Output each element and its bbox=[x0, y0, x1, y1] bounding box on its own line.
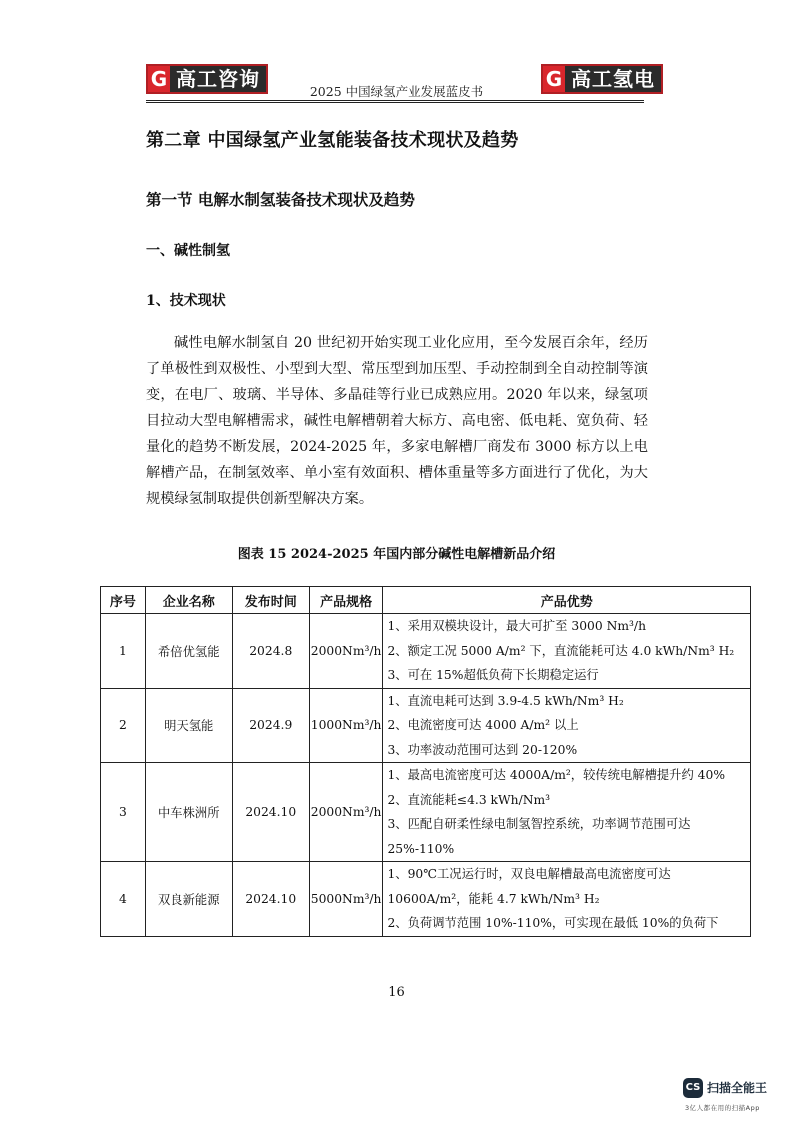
body-text bbox=[146, 330, 648, 512]
cell-company: 希倍优氢能 bbox=[145, 614, 232, 689]
table-row bbox=[101, 763, 751, 862]
cell-spec: 1000Nm³/h bbox=[309, 688, 383, 763]
cell-spec: 5000Nm³/h bbox=[309, 862, 383, 937]
advantage-line: 2、负荷调节范围 10%-110%，可实现在最低 10%的负荷下 bbox=[387, 916, 719, 930]
product-table bbox=[100, 586, 751, 937]
cell-date: 2024.10 bbox=[232, 763, 309, 862]
page-number: 16 bbox=[388, 985, 405, 1000]
advantage-line: 2、额定工况 5000 A/m² 下，直流能耗可达 4.0 kWh/Nm³ H₂ bbox=[387, 643, 735, 658]
table-row bbox=[101, 688, 751, 763]
col-header-spec: 产品规格 bbox=[309, 587, 383, 614]
col-header-advantages: 产品优势 bbox=[383, 587, 751, 614]
advantage-line: 2、电流密度可达 4000 A/m² 以上 bbox=[387, 718, 579, 732]
logo-g-mark: G bbox=[148, 66, 170, 92]
table-row bbox=[101, 862, 751, 937]
advantage-line: 3、匹配自研柔性绿电制氢智控系统，功率调节范围可达 bbox=[387, 817, 691, 831]
cell-date: 2024.10 bbox=[232, 862, 309, 937]
col-header-date: 发布时间 bbox=[232, 587, 309, 614]
cell-advantages bbox=[383, 763, 751, 862]
advantage-line: 1、90℃工况运行时，双良电解槽最高电流密度可达 bbox=[387, 867, 671, 881]
table-caption: 图表 15 2024-2025 年国内部分碱性电解槽新品介绍 bbox=[237, 547, 556, 562]
cell-spec: 2000Nm³/h bbox=[309, 763, 383, 862]
running-header-title: 2025 中国绿氢产业发展蓝皮书 bbox=[309, 84, 484, 99]
advantage-line: 25%-110% bbox=[387, 841, 455, 856]
cell-company: 中车株洲所 bbox=[145, 763, 232, 862]
cell-no: 1 bbox=[101, 614, 146, 689]
subsubsection-title: 1、技术现状 bbox=[146, 293, 226, 309]
col-header-no: 序号 bbox=[101, 587, 146, 614]
logo-text: 高工氢电 bbox=[565, 66, 661, 92]
header-rule bbox=[146, 100, 644, 101]
advantage-line: 2、直流能耗≤4.3 kWh/Nm³ bbox=[387, 792, 551, 807]
cell-no: 2 bbox=[101, 688, 146, 763]
table-row bbox=[101, 614, 751, 689]
camscanner-tagline: 3亿人都在用的扫描App bbox=[685, 1104, 760, 1112]
section-title: 第一节 电解水制氢装备技术现状及趋势 bbox=[146, 190, 415, 209]
paragraph: 碱性电解水制氢自 20 世纪初开始实现工业化应用，至今发展百余年，经历了单极性到双极性、小型到大型、常压型到加压型、手动控制到全自动控制等演变，在电厂、玻璃、半导体、多晶硅等行业已成熟应用。2020 年以来，绿氢项目拉动大型电解槽需求，碱性电解槽朝着大标方、高电密、低电耗、宽负荷、轻量化的趋势不断发展，2024-2025 年，多家电解槽厂商发布 3000 标方以上电解槽产品，在制氢效率、单小室有效面积、槽体重量等多方面进行了优化，为大规模绿氢制取提供创新型解决方案。 bbox=[146, 335, 648, 507]
cell-spec: 2000Nm³/h bbox=[309, 614, 383, 689]
cell-advantages bbox=[383, 688, 751, 763]
camscanner-icon: CS bbox=[683, 1078, 703, 1098]
logo-g-mark: G bbox=[543, 66, 565, 92]
cell-advantages bbox=[383, 614, 751, 689]
cell-date: 2024.9 bbox=[232, 688, 309, 763]
cell-no: 4 bbox=[101, 862, 146, 937]
camscanner-name: 扫描全能王 bbox=[707, 1081, 768, 1095]
cell-company: 双良新能源 bbox=[145, 862, 232, 937]
subsection-title: 一、碱性制氢 bbox=[146, 243, 230, 259]
chapter-title: 第二章 中国绿氢产业氢能装备技术现状及趋势 bbox=[146, 130, 519, 151]
cell-company: 明天氢能 bbox=[145, 688, 232, 763]
advantage-line: 3、可在 15%超低负荷下长期稳定运行 bbox=[387, 668, 599, 682]
advantage-line: 1、直流电耗可达到 3.9-4.5 kWh/Nm³ H₂ bbox=[387, 693, 624, 708]
logo-text: 高工咨询 bbox=[170, 66, 266, 92]
cell-date: 2024.8 bbox=[232, 614, 309, 689]
advantage-line: 3、功率波动范围可达到 20-120% bbox=[387, 742, 578, 757]
header-rule bbox=[146, 102, 644, 103]
table-header-row bbox=[101, 587, 751, 614]
advantage-line: 1、最高电流密度可达 4000A/m²，较传统电解槽提升约 40% bbox=[387, 768, 726, 782]
advantage-line: 10600A/m²，能耗 4.7 kWh/Nm³ H₂ bbox=[387, 891, 600, 906]
cell-advantages bbox=[383, 862, 751, 937]
cell-no: 3 bbox=[101, 763, 146, 862]
logo-gaogong-qingdian bbox=[541, 64, 663, 94]
advantage-line: 1、采用双模块设计，最大可扩至 3000 Nm³/h bbox=[387, 619, 646, 633]
col-header-company: 企业名称 bbox=[145, 587, 232, 614]
